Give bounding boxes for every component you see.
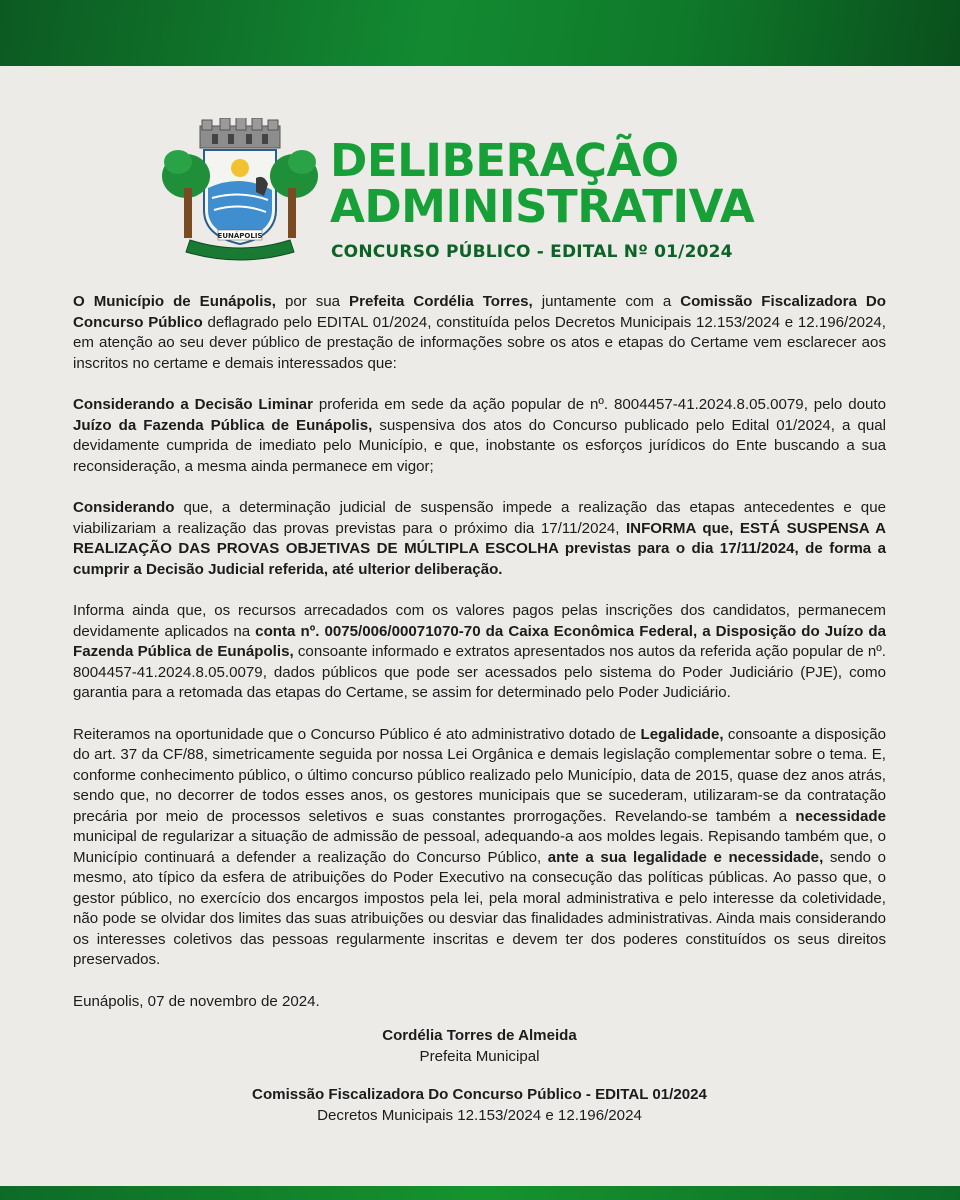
municipal-coat-of-arms-icon (160, 118, 320, 268)
text-run: consoante informado e extratos apresentados nos autos da referida ação popular de nº. 8004457-41.2024.8.05.0079, dados públicos que pode ser acessados pelo sistema do Poder Judiciário (PJE), como garantia para a retomada das etapas do Certame, se assim for determinado pelo Poder Judiciário. (73, 643, 886, 701)
svg-text:EUNÁPOLIS: EUNÁPOLIS (217, 232, 263, 240)
text-run: que, a determinação judicial de suspensão impede a realização das etapas antecedentes e que viabilizariam a realização das provas previstas para o próximo dia 17/11/2024, (73, 499, 886, 537)
text-run: suspensiva dos atos do Concurso publicado pelo Edital 01/2024, a qual devidamente cumprida de imediato pelo Município, e que, inobstante os esforços jurídicos do Ente buscando a sua reconsideração, a mesma ainda permanece em vigor; (73, 416, 886, 475)
text-run: proferida em sede da ação popular de nº. 8004457-41.2024.8.05.0079, pelo douto (312, 396, 886, 413)
paragraph-legality (73, 725, 886, 971)
bold-text-run: O Município de Eunápolis, (73, 293, 276, 310)
bold-text-run: necessidade (795, 807, 886, 825)
date-line: Eunápolis, 07 de novembro de 2024. (73, 992, 320, 1010)
document-body (73, 292, 886, 1126)
signer-role: Prefeita Municipal (419, 1047, 540, 1065)
commission-decrees: Decretos Municipais 12.153/2024 e 12.196/2024 (317, 1106, 642, 1124)
text-run: deflagrado pelo EDITAL 01/2024, constituída pelos Decretos Municipais 12.153/2024 e 12.196/2024, em atenção ao seu dever público de prestação de informações sobre os atos e etapas do Certame vem esclarecer aos inscritos no certame e demais interessados que: (73, 313, 886, 372)
paragraph-intro (73, 292, 886, 374)
text-run: por sua (275, 293, 350, 310)
commission-block (73, 1085, 886, 1126)
signature-block (73, 1026, 886, 1067)
commission-name: Comissão Fiscalizadora Do Concurso Público - EDITAL 01/2024 (252, 1086, 707, 1103)
bold-text-run: INFORMA que, ESTÁ SUSPENSA A REALIZAÇÃO DAS PROVAS OBJETIVAS DE MÚLTIPLA ESCOLHA previstas para o dia 17/11/2024, de forma a cumprir a Decisão Judicial referida, até ulterior deliberação. (73, 519, 886, 578)
document-title (330, 134, 755, 233)
text-run: Reiteramos na oportunidade que o Concurso Público é ato administrativo dotado de (73, 725, 641, 743)
bold-text-run: Juízo da Fazenda Pública de Eunápolis, (73, 416, 373, 434)
title-line-2: ADMINISTRATIVA (330, 180, 755, 233)
bold-text-run: Legalidade, (640, 725, 724, 743)
text-run: consoante a disposição do art. 37 da CF/88, simetricamente seguida por nossa Lei Orgânica e demais legislação complementar sobre o tema. E, conforme conhecimento público, o último concurso público realizado pelo Município, data de 2015, quase dez anos atrás, sendo que, no decorrer de todos esses anos, os gestores municipais que se sucederam, utilizaram-se da contratação precária por meio de processos seletivos e suas constantes prorrogações. Revelando-se também a (73, 725, 887, 825)
text-run: municipal de regularizar a situação de admissão de pessoal, adequando-a aos moldes legais. Repisando também que, o Município continuará a defender a realização do Concurso Público, (73, 828, 886, 866)
bold-text-run: ante a sua legalidade e necessidade, (547, 848, 824, 866)
paragraph-suspension (73, 498, 886, 580)
document-header (0, 118, 960, 278)
paragraph-liminar (73, 395, 886, 477)
text-run: juntamente com a (532, 293, 681, 310)
document-subtitle: CONCURSO PÚBLICO - EDITAL Nº 01/2024 (331, 242, 733, 262)
bold-text-run: Comissão Fiscalizadora Do Concurso Público (73, 293, 886, 331)
title-line-1: DELIBERAÇÃO (330, 134, 679, 187)
text-run: sendo o mesmo, ato típico da esfera de atribuições do Poder Executivo na consecução das políticas públicas. Ao passo que, o gestor público, no exercício dos encargos impostos pela lei, pela moral administrativa e pelo interesse da coletividade, não pode se olvidar dos limites das suas atribuições ou desviar das finalidades administrativas. Ainda mais considerando os interesses coletivos das pessoas regularmente inscritas e devem ter dos poderes constituídos os seus direitos preservados. (73, 848, 886, 968)
bold-text-run: Considerando a Decisão Liminar (73, 396, 313, 413)
text-run: Informa ainda que, os recursos arrecadados com os valores pagos pelas inscrições dos candidatos, permanecem devidamente aplicados na (73, 602, 886, 640)
bold-text-run: Considerando (73, 499, 175, 516)
bottom-green-banner (0, 1186, 960, 1200)
top-green-banner (0, 0, 960, 66)
signer-name: Cordélia Torres de Almeida (382, 1027, 577, 1044)
bold-text-run: conta nº. 0075/006/00071070-70 da Caixa Econômica Federal, a Disposição do Juízo da Fazenda Pública de Eunápolis, (73, 622, 886, 660)
paragraph-funds (73, 601, 886, 704)
bold-text-run: Prefeita Cordélia Torres, (349, 293, 533, 310)
